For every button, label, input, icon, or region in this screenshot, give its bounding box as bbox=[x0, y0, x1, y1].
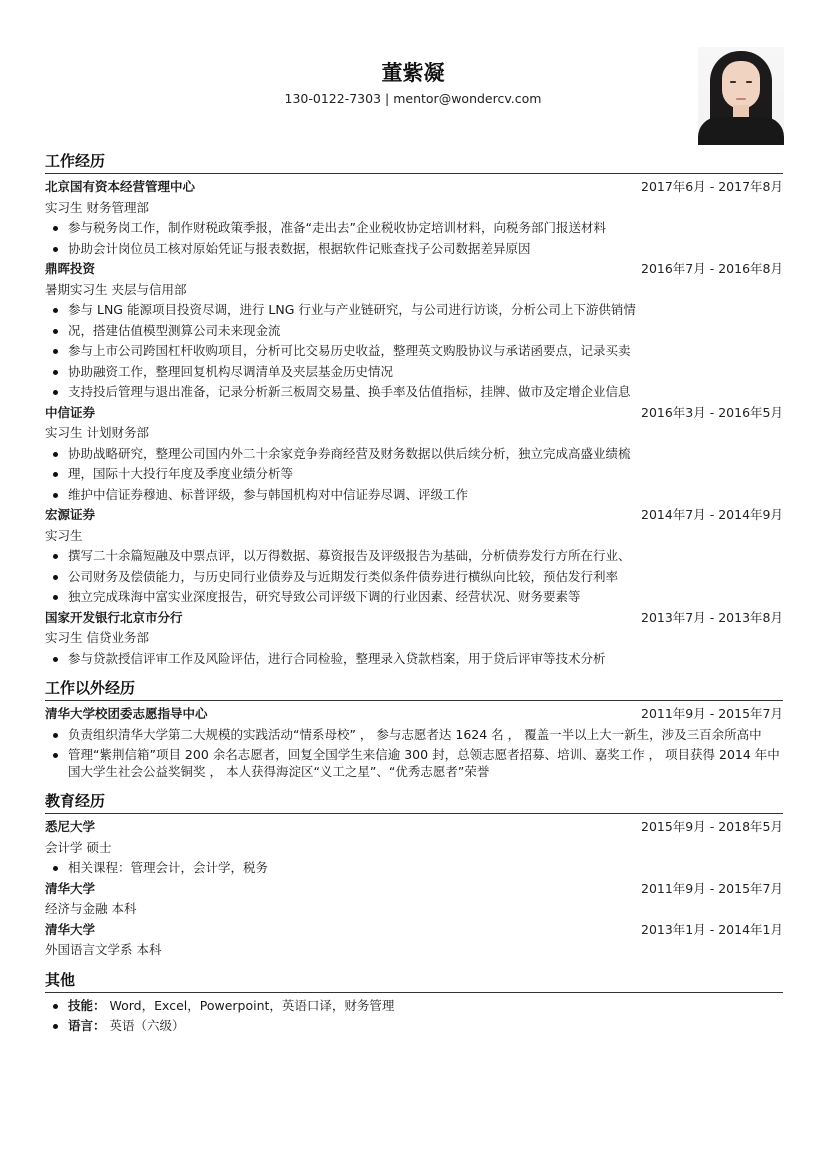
date-range: 2011年9月 - 2015年7月 bbox=[641, 706, 783, 721]
bullet-item: 参与上市公司跨国杠杆收购项目，分析可比交易历史收益，整理英文购股协议与承诺函要点，记录买卖 bbox=[45, 341, 783, 362]
skills-label: 技能： bbox=[68, 997, 106, 1013]
education-entry bbox=[45, 920, 783, 961]
role: 实习生 计划财务部 bbox=[45, 425, 149, 440]
skills-value: Word，Excel，Powerpoint，英语口译，财务管理 bbox=[105, 997, 395, 1013]
section-title: 其他 bbox=[45, 969, 783, 993]
bullet-item: 维护中信证券穆迪、标普评级，参与韩国机构对中信证券尽调、评级工作 bbox=[45, 485, 783, 506]
work-entry bbox=[45, 403, 783, 506]
work-entry bbox=[45, 259, 783, 403]
language-item bbox=[45, 1016, 783, 1037]
section-title: 教育经历 bbox=[45, 790, 783, 814]
section-title: 工作以外经历 bbox=[45, 677, 783, 701]
date-range: 2013年1月 - 2014年1月 bbox=[641, 921, 783, 937]
phone-number: 130-0122-7303 bbox=[284, 91, 382, 106]
date-range: 2013年7月 - 2013年8月 bbox=[641, 609, 783, 625]
photo-eye-shape bbox=[746, 81, 752, 83]
organization: 宏源证券 bbox=[45, 507, 96, 522]
photo-shirt-shape bbox=[698, 117, 784, 145]
education-entry bbox=[45, 879, 783, 920]
date-range: 2015年9月 - 2018年5月 bbox=[641, 819, 783, 834]
role: 实习生 bbox=[45, 527, 83, 543]
degree: 经济与金融 本科 bbox=[45, 901, 137, 916]
skills-item bbox=[45, 996, 783, 1017]
bullet-item: 独立完成珠海中富实业深度报告，研究导致公司评级下调的行业因素、经营状况、财务要素等 bbox=[45, 587, 783, 608]
bullet-item: 相关课程：管理会计，会计学，税务 bbox=[45, 858, 783, 879]
date-range: 2014年7月 - 2014年9月 bbox=[641, 507, 783, 522]
school: 悉尼大学 bbox=[45, 819, 96, 834]
email-address: mentor@wondercv.com bbox=[393, 91, 542, 106]
organization: 清华大学校团委志愿指导中心 bbox=[45, 706, 208, 721]
date-range: 2017年6月 - 2017年8月 bbox=[641, 179, 783, 194]
section-title: 工作经历 bbox=[45, 150, 783, 174]
school: 清华大学 bbox=[45, 921, 96, 937]
bullet-item: 管理“紫荆信箱”项目 200 余名志愿者，回复全国学生来信逾 300 封，总领志愿者招募、培训、嘉奖工作 ， 项目获得 2014 年中国大学生社会公益奖铜奖 ， 本人获得海淀区“义工之星”、“优秀志愿者”荣誉 bbox=[45, 745, 783, 782]
organization: 国家开发银行北京市分行 bbox=[45, 609, 183, 625]
bullet-item: 况，搭建估值模型测算公司未来现金流 bbox=[45, 321, 783, 342]
contact-separator: | bbox=[381, 91, 394, 106]
school: 清华大学 bbox=[45, 880, 96, 896]
role: 实习生 信贷业务部 bbox=[45, 630, 149, 645]
language-label: 语言： bbox=[68, 1018, 106, 1033]
section-work-experience bbox=[45, 150, 783, 669]
bullet-item: 理，国际十大投行年度及季度业绩分析等 bbox=[45, 464, 783, 485]
education-entry bbox=[45, 817, 783, 879]
organization: 北京国有资本经营管理中心 bbox=[45, 179, 196, 194]
section-other bbox=[45, 969, 783, 1037]
section-extracurricular bbox=[45, 677, 783, 782]
candidate-name: 董紫凝 bbox=[381, 61, 445, 85]
date-range: 2016年7月 - 2016年8月 bbox=[641, 261, 783, 276]
bullet-item: 公司财务及偿债能力，与历史同行业债券及与近期发行类似条件债券进行横纵向比较，预估发行利率 bbox=[45, 567, 783, 588]
extra-entry bbox=[45, 704, 783, 782]
role: 暑期实习生 夹层与信用部 bbox=[45, 281, 187, 297]
degree: 外国语言文学系 本科 bbox=[45, 942, 162, 957]
date-range: 2016年3月 - 2016年5月 bbox=[641, 404, 783, 420]
bullet-item: 协助融资工作，整理回复机构尽调清单及夹层基金历史情况 bbox=[45, 362, 783, 383]
bullet-item: 参与贷款授信评审工作及风险评估，进行合同检验，整理录入贷款档案，用于贷后评审等技术分析 bbox=[45, 649, 783, 670]
photo-eye-shape bbox=[730, 81, 736, 83]
portrait-photo bbox=[698, 47, 784, 145]
bullet-item: 参与 LNG 能源项目投资尽调，进行 LNG 行业与产业链研究，与公司进行访谈，分析公司上下游供销情 bbox=[45, 300, 783, 321]
work-entry bbox=[45, 608, 783, 670]
bullet-item: 协助会计岗位员工核对原始凭证与报表数据，根据软件记账查找子公司数据差异原因 bbox=[45, 239, 783, 260]
date-range: 2011年9月 - 2015年7月 bbox=[641, 880, 783, 896]
photo-face-shape bbox=[722, 61, 760, 109]
bullet-item: 参与税务岗工作，制作财税政策季报，准备“走出去”企业税收协定培训材料，向税务部门报送材料 bbox=[45, 218, 783, 239]
degree: 会计学 硕士 bbox=[45, 839, 112, 855]
bullet-item: 协助战略研究，整理公司国内外二十余家竞争券商经营及财务数据以供后续分析，独立完成高盛业绩梳 bbox=[45, 444, 783, 465]
section-education bbox=[45, 790, 783, 961]
resume-body bbox=[45, 150, 783, 1037]
language-value: 英语（六级） bbox=[105, 1018, 185, 1033]
organization: 鼎晖投资 bbox=[45, 261, 96, 276]
bullet-item: 支持投后管理与退出准备，记录分析新三板周交易量、换手率及估值指标，挂牌、做市及定增企业信息 bbox=[45, 382, 783, 403]
bullet-item: 撰写二十余篇短融及中票点评，以万得数据、募资报告及评级报告为基础，分析债券发行方所在行业、 bbox=[45, 546, 783, 567]
organization: 中信证券 bbox=[45, 404, 96, 420]
role: 实习生 财务管理部 bbox=[45, 199, 149, 215]
photo-mouth-shape bbox=[736, 98, 746, 100]
bullet-item: 负责组织清华大学第二大规模的实践活动“情系母校” ， 参与志愿者达 1624 名 ， 覆盖一半以上大一新生，涉及三百余所高中 bbox=[45, 725, 783, 746]
work-entry bbox=[45, 177, 783, 259]
work-entry bbox=[45, 505, 783, 608]
